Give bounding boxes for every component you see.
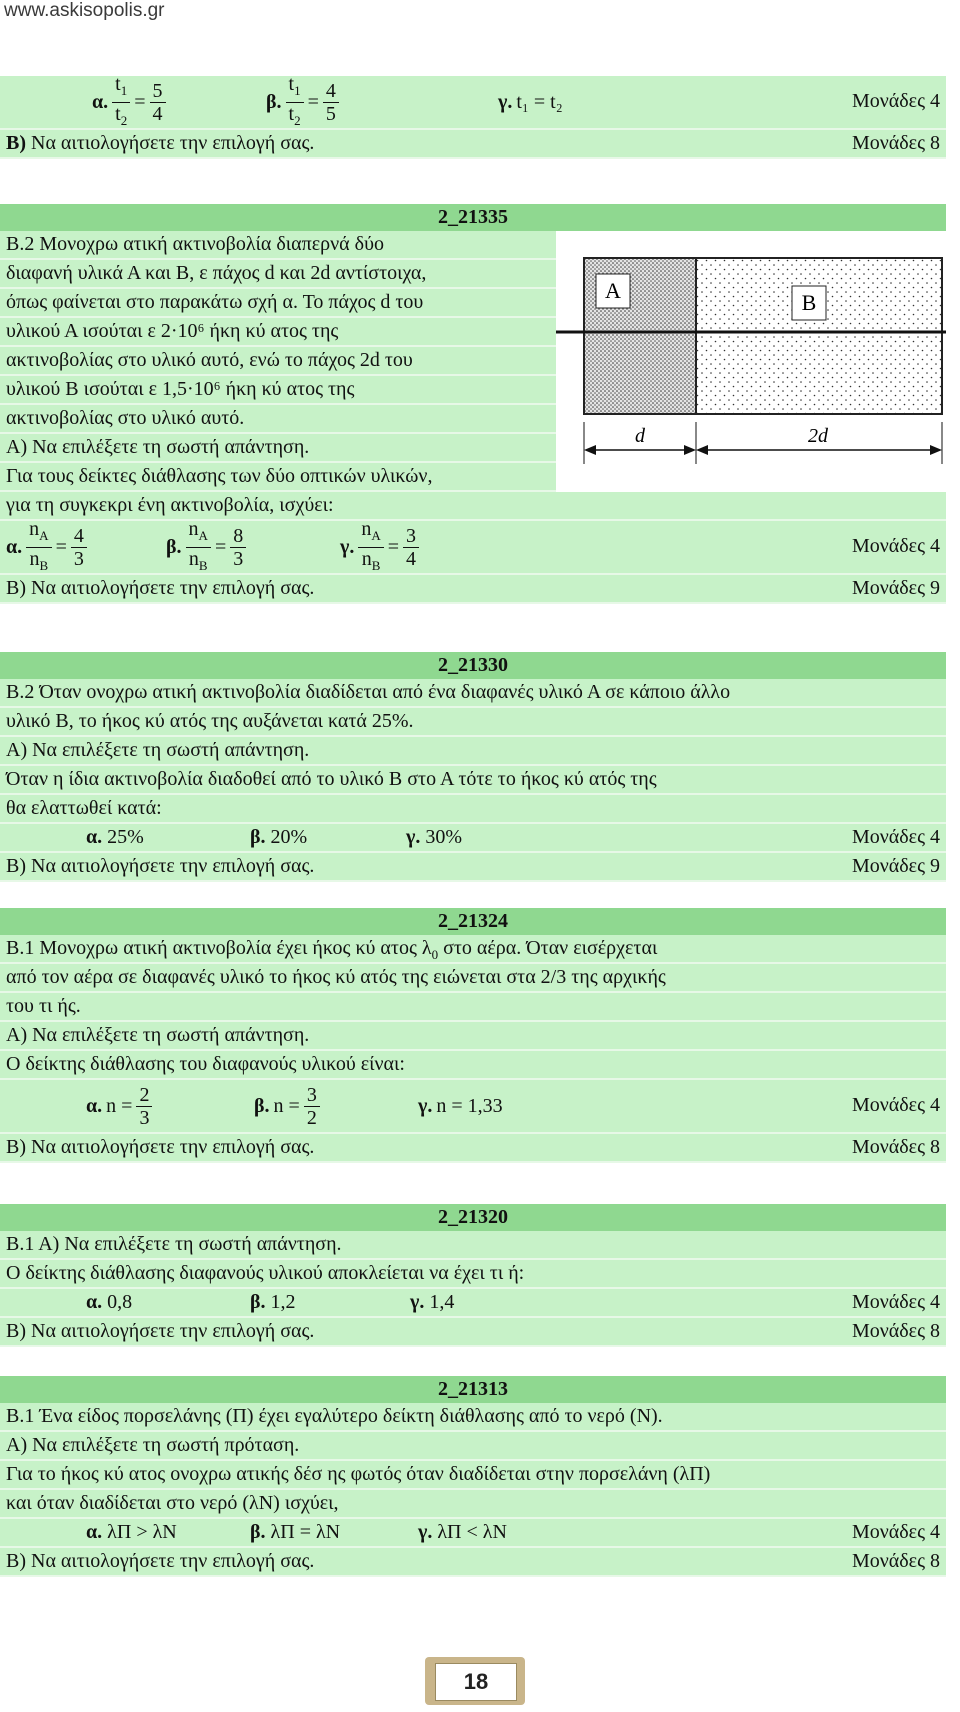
marks: Μονάδες 4: [851, 1094, 940, 1116]
question-code: 2_21313: [0, 1376, 946, 1403]
fraction-t1-t2: $\frac{t_1}{t_2}$: [112, 73, 130, 132]
marks: Μονάδες 8: [851, 1550, 940, 1572]
top-options-row: [0, 72, 946, 130]
text-line: Α) Να επιλέξετε τη σωστή απάντηση.: [6, 739, 310, 761]
question-code: 2_21330: [0, 652, 946, 679]
option-a: α. n = $\frac{2}{3}$: [86, 1080, 152, 1132]
justify-text: Β) Να αιτιολογήσετε την επιλογή σας.: [6, 855, 315, 877]
justify-text: Β) Να αιτιολογήσετε την επιλογή σας.: [6, 577, 315, 599]
text-line: Β.2 Μονοχρω ατική ακτινοβολία διαπερνά δύο: [6, 233, 384, 255]
text-line: Α) Να επιλέξετε τη σωστή πρόταση.: [6, 1434, 300, 1456]
option-b-label: β.: [266, 90, 282, 113]
option-b: β. $\frac{n_A}{n_B}$ = $\frac{8}{3}$: [166, 521, 246, 573]
text-line: από τον αέρα σε διαφανές υλικό το ήκος κύ ατός της ειώνεται στα 2/3 της αρχικής: [6, 966, 666, 988]
text-line: του τι ής.: [6, 995, 81, 1017]
page-number-badge: [425, 1657, 525, 1705]
question-21313: [0, 1376, 946, 1577]
text-line: υλικό Β, το ήκος κύ ατός της αυξάνεται κατά 25%.: [6, 710, 414, 732]
question-code: 2_21335: [0, 204, 946, 231]
text-line: Β.2 Όταν ονοχρω ατική ακτινοβολία διαδίδεται από ένα διαφανές υλικό Α σε κάποιο άλλο: [6, 681, 731, 703]
dim-label-d: d: [635, 425, 645, 447]
marks: Μονάδες 4: [851, 90, 940, 112]
question-21324: [0, 908, 946, 1163]
marks: Μονάδες 8: [851, 132, 940, 154]
top-option-b: β. $\frac{t_1}{t_2}$ = $\frac{4}{5}$: [266, 76, 339, 128]
diagram-svg: [556, 254, 946, 478]
dim-label-2d: 2d: [808, 425, 828, 447]
option-a-label: α.: [92, 90, 109, 113]
text-line: Ο δείκτης διάθλασης διαφανούς υλικού αποκλείεται να έχει τι ή:: [6, 1262, 525, 1284]
text-line: ακτινοβολίας στο υλικό αυτό.: [6, 407, 245, 429]
page-number: 18: [435, 1663, 517, 1701]
justify-text: Β) Να αιτιολογήσετε την επιλογή σας.: [6, 1320, 315, 1342]
text-line: ακτινοβολίας στο υλικό αυτό, ενώ το πάχος 2d του: [6, 349, 413, 371]
top-question-block: [0, 72, 946, 159]
text-line: Β.1 Μονοχρω ατική ακτινοβολία έχει ήκος κύ ατος $\lambda_0$ στο αέρα. Όταν εισέρχεται: [6, 937, 658, 962]
text-line: Β.1 Α) Να επιλέξετε τη σωστή απάντηση.: [6, 1233, 342, 1255]
label-a: A: [605, 278, 621, 303]
marks: Μονάδες 8: [851, 1136, 940, 1158]
fraction-t1-t2: $\frac{t_1}{t_2}$: [286, 73, 304, 132]
marks: Μονάδες 9: [851, 577, 940, 599]
option-c: γ. $\frac{n_A}{n_B}$ = $\frac{3}{4}$: [340, 521, 419, 573]
marks: Μονάδες 8: [851, 1320, 940, 1342]
question-21320: [0, 1204, 946, 1347]
material-b-slab: [696, 258, 942, 414]
marks: Μονάδες 9: [851, 855, 940, 877]
fraction-4-5: $\frac{4}{5}$: [323, 80, 339, 125]
text-line: υλικού Β ισούται ε 1,5·10⁶ ήκη κύ ατος της: [6, 378, 355, 400]
options-row: [0, 1080, 946, 1134]
top-option-c: γ. t₁ = t₂: [498, 90, 563, 113]
text-line: Α) Να επιλέξετε τη σωστή απάντηση.: [6, 1024, 310, 1046]
option-a: α. $\frac{n_A}{n_B}$ = $\frac{4}{3}$: [6, 521, 87, 573]
text-line: Για το ήκος κύ ατος ονοχρω ατικής δέσ ης φωτός όταν διαδίδεται στην πορσελάνη (λΠ): [6, 1463, 711, 1485]
text-line: Α) Να επιλέξετε τη σωστή απάντηση.: [6, 436, 310, 458]
text-line: διαφανή υλικά Α και Β, ε πάχος d και 2d αντίστοιχα,: [6, 262, 427, 284]
justify-text: Β) Να αιτιολογήσετε την επιλογή σας.: [6, 1550, 315, 1572]
text-line: Β.1 Ένα είδος πορσελάνης (Π) έχει εγαλύτερο δείκτη διάθλασης από το νερό (Ν).: [6, 1405, 663, 1427]
text-line: όπως φαίνεται στο παρακάτω σχή α. Το πάχος d του: [6, 291, 424, 313]
question-21330: [0, 652, 946, 882]
option-b: β. n = $\frac{3}{2}$: [254, 1080, 320, 1132]
options-row: α. 0,8 β. 1,2 γ. 1,4 Μονάδες 4: [0, 1289, 946, 1318]
top-option-a: α. $\frac{t_1}{t_2}$ = $\frac{5}{4}$: [92, 76, 166, 128]
options-row: α. λΠ > λΝ β. λΠ = λΝ γ. λΠ < λΝ Μονάδες 4: [0, 1519, 946, 1548]
fraction-5-4: $\frac{5}{4}$: [150, 80, 166, 125]
options-row: α. 25% β. 20% γ. 30% Μονάδες 4: [0, 824, 946, 853]
text-line: και όταν διαδίδεται στο νερό (λΝ) ισχύει,: [6, 1492, 339, 1514]
justify-text: Β) Να αιτιολογήσετε την επιλογή σας.: [6, 1136, 315, 1158]
text-line: Για τους δείκτες διάθλασης των δύο οπτικών υλικών,: [6, 465, 433, 487]
marks: Μονάδες 4: [851, 535, 940, 557]
options-row: [0, 517, 946, 575]
marks: Μονάδες 4: [851, 826, 940, 848]
text-line: Ο δείκτης διάθλασης του διαφανούς υλικού είναι:: [6, 1053, 405, 1075]
question-code: 2_21324: [0, 908, 946, 935]
label-b: B: [801, 290, 817, 315]
text-line: υλικού Α ισούται ε 2·10⁶ ήκη κύ ατος της: [6, 320, 339, 342]
materials-diagram: [556, 254, 946, 478]
question-code: 2_21320: [0, 1204, 946, 1231]
option-c: γ. n = 1,33: [418, 1094, 503, 1117]
marks: Μονάδες 4: [851, 1521, 940, 1543]
justify-row: Β) Να αιτιολογήσετε την επιλογή σας. Μονάδες 8: [0, 130, 946, 159]
text-line: για τη συγκεκρι ένη ακτινοβολία, ισχύει:: [6, 494, 334, 516]
text-line: Όταν η ίδια ακτινοβολία διαδοθεί από το υλικό Β στο Α τότε το ήκος κύ ατός της: [6, 768, 657, 790]
marks: Μονάδες 4: [851, 1291, 940, 1313]
site-url[interactable]: www.askisopolis.gr: [4, 0, 165, 21]
text-line: θα ελαττωθεί κατά:: [6, 797, 162, 819]
